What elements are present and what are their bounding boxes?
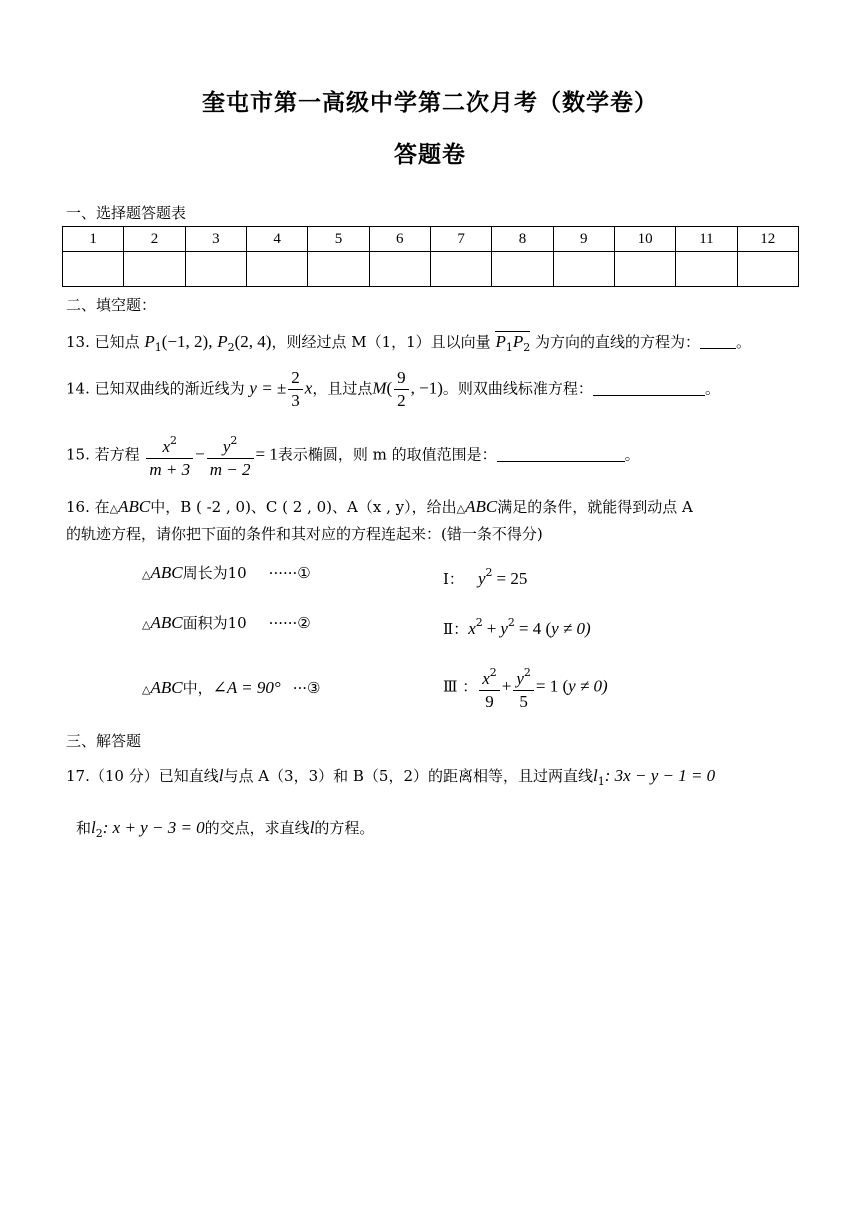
q13-suffix: 为方向的直线的方程为： [535,333,701,351]
q17-l1-sub: 1 [597,775,605,788]
answer-col-header: 10 [614,227,675,252]
q15-prefix: 15. 若方程 [66,445,140,464]
answer-col-header: 11 [676,227,737,252]
q16-cond2-text: 面积为10 [182,614,247,632]
q16-eq3-frac1 [479,662,500,713]
answer-col-header: 7 [430,227,491,252]
q15-den2: m − 2 [209,460,251,479]
q15-num2-sup: 2 [230,434,238,447]
q17-line2-prefix: 和 [76,819,92,837]
answer-col-header: 6 [369,227,430,252]
q16-cond3-angle: ∠A = 90° [212,678,281,697]
q16-eq3-rest: = 1 ( [535,676,569,696]
q14-answer-blank[interactable] [593,381,705,396]
q13-vec-a-sub: 1 [505,341,513,354]
answer-cell[interactable] [430,252,491,287]
q16-eq2-y-sup: 2 [507,616,515,629]
q16-eq1-var: y [477,569,486,588]
answer-col-header: 9 [553,227,614,252]
answer-cell[interactable] [614,252,675,287]
section1-heading: 一、选择题答题表 [66,204,187,222]
answer-cell[interactable] [553,252,614,287]
q16-equation-2 [443,613,591,639]
q13-vec-b-sub: 2 [523,341,531,354]
q16-condition-3 [142,678,320,700]
triangle-icon: △ [142,618,151,631]
answer-cell[interactable] [63,252,124,287]
answer-table-header-row [63,227,799,252]
q14-pt-den: 2 [397,391,406,410]
q15-frac1 [146,430,193,481]
q14-end: 。 [704,379,720,398]
q16-equation-3 [443,662,608,713]
q16-eq2-plus: + [486,619,497,638]
q16-eq3-cond: y ≠ 0) [568,676,608,696]
q16-abc: ABC [150,613,183,632]
q16-eq1-rest: = 25 [496,569,528,588]
answer-cell[interactable] [124,252,185,287]
q13-vec-a: P [495,332,506,351]
q16-eq2-x: x [468,619,476,638]
q15-minus: − [195,444,205,464]
section2-heading: 二、填空题： [66,296,157,314]
q16-eq3-den2: 5 [519,692,528,711]
q14-frac [288,367,303,412]
page-subtitle: 答题卷 [394,142,466,168]
q13-vec-b: P [512,332,524,351]
q14-frac-num: 2 [288,367,303,390]
q13-p1-sub: 1 [154,341,162,354]
q16-equation-1 [443,563,527,589]
answer-col-header: 1 [63,227,124,252]
q14-frac-den: 3 [291,391,300,410]
q16-eq3-num1-sup: 2 [489,666,497,679]
q14-eq-lhs: y = ± [249,378,287,398]
q16-eq3-num2: y [516,669,524,688]
triangle-icon: △ [456,502,466,515]
answer-cell[interactable] [185,252,246,287]
q13-p2-sub: 2 [227,341,235,354]
q15-num2: y [222,437,231,456]
q14-eq-var: x [304,378,313,398]
q13-p2-coords: (2, 4) [234,332,272,351]
answer-cell[interactable] [246,252,307,287]
answer-col-header: 2 [124,227,185,252]
q16-abc: ABC [150,563,183,582]
answer-col-header: 4 [246,227,307,252]
q17-l: l [218,766,224,785]
q17-line2-mid: 的交点，求直线 [204,819,310,837]
q17-l1: l [593,766,598,785]
q15-num1: x [162,437,171,456]
question-16-line2: 的轨迹方程，请你把下面的条件和其对应的方程连起来：(错一条不得分) [66,525,543,543]
question-14 [66,367,720,412]
q17-l2: l [91,818,96,837]
q13-middle: ，则经过点 M（1，1）且以向量 [271,333,491,351]
q15-eq-one: = 1 [255,444,278,464]
q13-p1-label: P [144,332,155,351]
q13-vector [495,331,531,354]
answer-table-answer-row [63,252,799,287]
q13-answer-blank[interactable] [700,334,736,349]
q16-cond1-dots: ······① [268,564,311,582]
q16-eq3-label: Ⅲ ： [443,677,478,696]
question-16-line1 [66,497,693,519]
q16-eq3-num1: x [482,669,490,688]
answer-col-header: 5 [308,227,369,252]
q16-eq2-x-sup: 2 [475,616,483,629]
q14-pt-open: ( [386,378,393,398]
triangle-icon: △ [109,502,119,515]
q16-line1-mid: 中，B ( -2 , 0)、C ( 2 , 0)、A（x , y），给出 [150,498,457,516]
q16-cond1-text: 周长为10 [182,564,247,582]
q14-pt-frac [394,367,409,412]
q16-eq3-frac2 [513,662,534,713]
q16-line1-suffix: 满足的条件，就能得到动点 A [497,498,693,516]
question-15 [66,430,640,481]
q13-end: 。 [736,333,752,351]
answer-table [62,226,799,287]
answer-cell[interactable] [492,252,553,287]
q16-abc: ABC [118,497,151,516]
q13-p2-label: P [217,332,228,351]
q16-eq1-label: Ⅰ： [443,570,464,588]
answer-col-header: 3 [185,227,246,252]
q16-cond3-text: 中， [182,679,213,697]
answer-cell[interactable] [369,252,430,287]
answer-cell[interactable] [737,252,798,287]
q14-point-label: M [372,378,387,398]
q15-answer-blank[interactable] [497,447,625,462]
question-13 [66,332,751,358]
q16-condition-2 [142,613,311,635]
q15-frac2 [207,430,254,481]
q16-cond2-dots: ······② [268,614,311,632]
q17-line1-prefix: 17.（10 分）已知直线 [66,767,219,785]
q16-eq2-label: Ⅱ： [443,620,469,638]
answer-cell[interactable] [308,252,369,287]
q14-middle: ，且过点 [312,379,373,398]
q16-condition-1 [142,563,311,585]
q16-line1-prefix: 16. 在 [66,498,110,516]
triangle-icon: △ [142,683,151,696]
q14-pt-rest: , −1) [410,378,443,398]
question-17-line2 [76,818,374,844]
q17-l2-eq: : x + y − 3 = 0 [102,818,205,837]
q13-p1-coords: (−1, 2), [161,332,213,351]
q17-line1-mid: 与点 A（3，3）和 B（5，2）的距离相等，且过两直线 [223,767,594,785]
answer-col-header: 12 [737,227,798,252]
q16-eq2-rest: = 4 ( [518,619,552,638]
q13-prefix: 13. 已知点 [66,333,140,351]
q16-abc: ABC [150,678,183,697]
q15-den1: m + 3 [149,460,191,479]
section3-heading: 三、解答题 [66,732,142,750]
answer-cell[interactable] [676,252,737,287]
q17-line2-suffix: 的方程。 [314,819,375,837]
q14-prefix: 14. 已知双曲线的渐近线为 [66,379,245,398]
q16-eq2-cond: y ≠ 0) [551,619,591,638]
q14-pt-num: 9 [394,367,409,390]
q14-suffix: 。则双曲线标准方程： [442,379,593,398]
q15-end: 。 [624,445,640,464]
q17-l1-eq: : 3x − y − 1 = 0 [604,766,716,785]
q16-eq3-den1: 9 [485,692,494,711]
q16-eq1-sup: 2 [485,566,493,579]
q16-eq3-num2-sup: 2 [523,666,531,679]
q16-eq3-plus: + [501,676,512,696]
page-title: 奎屯市第一高级中学第二次月考（数学卷） [202,90,658,116]
q15-suffix: 表示椭圆，则 m 的取值范围是： [277,445,497,464]
answer-col-header: 8 [492,227,553,252]
q17-l: l [309,818,315,837]
question-17-line1 [66,766,715,792]
q16-eq2-y: y [500,619,508,638]
q16-cond3-dots: ···③ [292,679,321,697]
triangle-icon: △ [142,568,151,581]
q16-abc: ABC [465,497,498,516]
q17-l2-sub: 2 [95,827,103,840]
q15-num1-sup: 2 [170,434,178,447]
